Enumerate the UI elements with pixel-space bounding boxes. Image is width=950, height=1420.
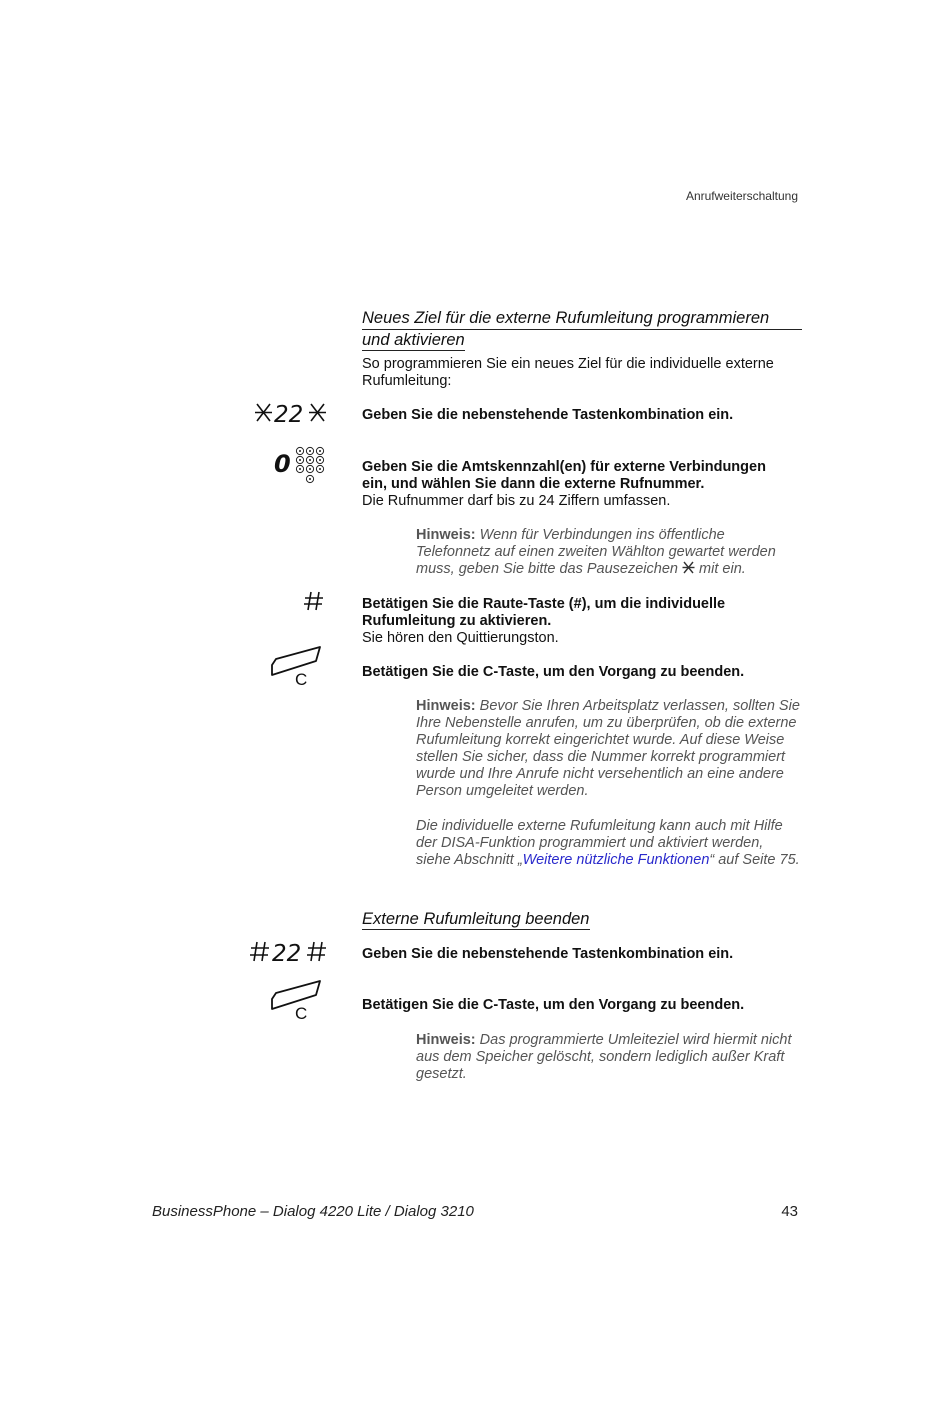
note-second-dial-tone	[416, 527, 776, 578]
note-disa	[416, 818, 800, 869]
hash-22-hash-icon	[248, 937, 330, 967]
note-label: Hinweis:	[416, 1032, 476, 1048]
key-sequence-hash-22-hash	[248, 937, 330, 972]
section-title-end-forwarding	[362, 909, 590, 929]
svg-text:22: 22	[274, 402, 304, 428]
c-key-label: C	[295, 1004, 308, 1023]
note-test-forwarding	[416, 698, 800, 800]
running-header: Anrufweiterschaltung	[685, 189, 798, 203]
note1-line1: Wenn für Verbindungen ins öffentliche	[479, 527, 725, 543]
press-hash-detail: Sie hören den Quittierungston.	[362, 630, 559, 646]
note3-line3a: siehe Abschnitt „	[416, 852, 523, 868]
hash-key-icon	[303, 590, 325, 617]
intro-line1: So programmieren Sie ein neues Ziel für die individuelle externe	[362, 356, 774, 372]
keypad-icon	[295, 446, 327, 493]
note4-line1: Das programmierte Umleiteziel wird hiermit nicht	[479, 1032, 792, 1048]
dial-external-line1: Geben Sie die Amtskennzahl(en) für externe Verbindungen	[362, 459, 766, 475]
dial-external-line2: ein, und wählen Sie dann die externe Rufnummer.	[362, 476, 705, 492]
step-press-c: Betätigen Sie die C-Taste, um den Vorgang zu beenden.	[362, 664, 745, 680]
press-hash-line1: Betätigen Sie die Raute-Taste (#), um die individuelle	[362, 596, 726, 612]
note-label: Hinweis:	[416, 698, 476, 714]
star-icon	[682, 561, 695, 574]
section-title-line1: Neues Ziel für die externe Rufumleitung programmieren	[362, 308, 802, 330]
c-key-icon	[268, 643, 328, 689]
note2-line2: Ihre Nebenstelle anrufen, um zu überprüfen, ob die externe	[416, 715, 797, 731]
note2-line5: wurde und Ihre Anrufe nicht versehentlich an eine andere	[416, 766, 784, 782]
c-key-icon	[268, 977, 328, 1023]
step-press-hash	[362, 596, 725, 647]
note-target-not-deleted	[416, 1032, 792, 1083]
note-label: Hinweis:	[416, 527, 476, 543]
section-title-new-target	[362, 308, 802, 350]
page-number: 43	[781, 1203, 798, 1220]
note2-line1: Bevor Sie Ihren Arbeitsplatz verlassen, sollten Sie	[479, 698, 800, 714]
step-enter-code-text: Geben Sie die nebenstehende Tastenkombination ein.	[362, 407, 734, 423]
exchange-code-digit: 0	[274, 450, 292, 478]
intro-line2: Rufumleitung:	[362, 373, 452, 389]
link-further-functions[interactable]: Weitere nützliche Funktionen	[522, 852, 710, 868]
note2-line4: stellen Sie sicher, dass die Nummer korrekt programmiert	[416, 749, 786, 765]
note2-line6: Person umgeleitet werden.	[416, 783, 589, 799]
note4-line3: gesetzt.	[416, 1066, 467, 1082]
dial-external-detail: Die Rufnummer darf bis zu 24 Ziffern umfassen.	[362, 493, 671, 509]
note1-line2: Telefonnetz auf einen zweiten Wählton gewartet werden	[416, 544, 776, 560]
svg-text:22: 22	[272, 941, 302, 967]
note3-line1: Die individuelle externe Rufumleitung kann auch mit Hilfe	[416, 818, 783, 834]
step2-press-c: Betätigen Sie die C-Taste, um den Vorgang zu beenden.	[362, 997, 745, 1013]
step2-enter-code-text: Geben Sie die nebenstehende Tastenkombination ein.	[362, 946, 734, 962]
key-sequence-star-22-star	[252, 399, 332, 429]
press-hash-line2: Rufumleitung zu aktivieren.	[362, 613, 552, 629]
section2-title-text: Externe Rufumleitung beenden	[362, 910, 590, 928]
c-key-label: C	[295, 670, 308, 689]
step-dial-external	[362, 459, 766, 510]
note1-line3b: mit ein.	[699, 561, 746, 577]
note3-line3b: “ auf Seite 75.	[709, 852, 800, 868]
section-intro	[362, 356, 774, 390]
star-22-star-icon	[252, 399, 332, 429]
section-title-line2: und aktivieren	[362, 331, 465, 349]
note1-line3a: muss, geben Sie bitte das Pausezeichen	[416, 561, 678, 577]
footer-product: BusinessPhone – Dialog 4220 Lite / Dialog 3210	[152, 1203, 474, 1220]
note4-line2: aus dem Speicher gelöscht, sondern lediglich außer Kraft	[416, 1049, 785, 1065]
note3-line2: der DISA-Funktion programmiert und aktiviert werden,	[416, 835, 764, 851]
note2-line3: Rufumleitung korrekt eingerichtet wurde. Auf diese Weise	[416, 732, 785, 748]
